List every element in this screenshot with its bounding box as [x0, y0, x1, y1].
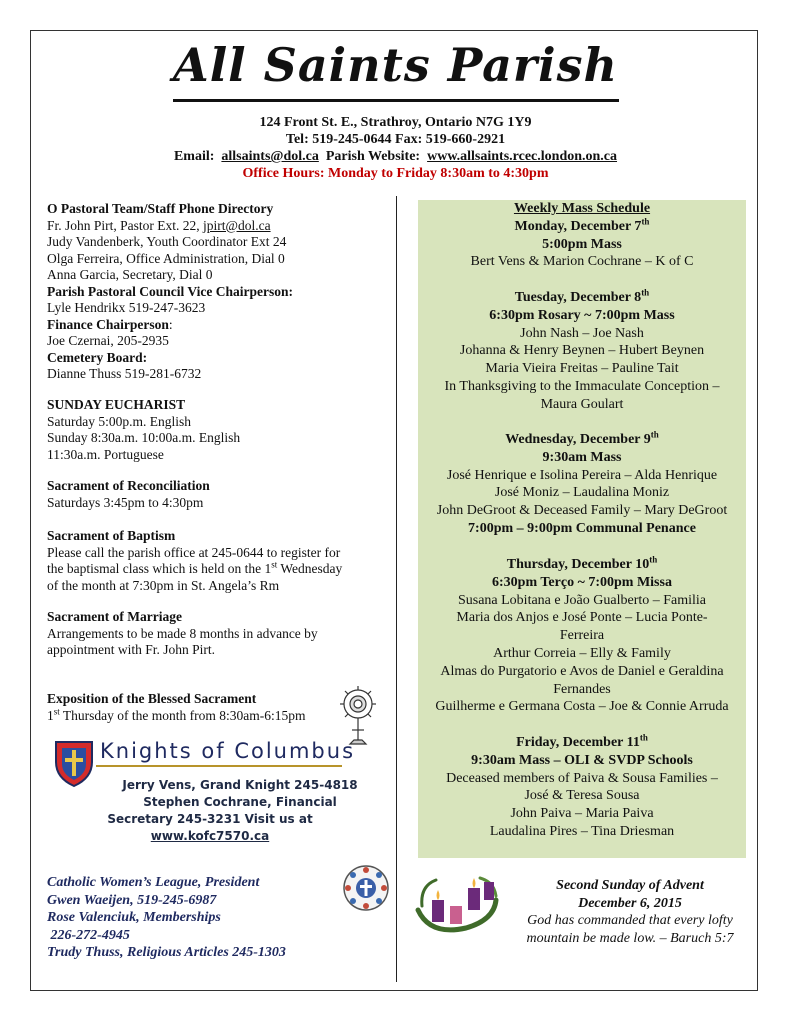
office-hours: Office Hours: Monday to Friday 8:30am to 4:30pm [242, 166, 549, 181]
baptism-text: the baptismal class which is held on the 1 [47, 561, 272, 576]
pastor-text: Fr. John Pirt, Pastor Ext. 22, [47, 217, 204, 233]
parish-title: All Saints Parish [173, 38, 618, 92]
cwl-line: Catholic Women’s League, President [47, 875, 260, 890]
staff-line: Judy Vandenberk, Youth Coordinator Ext 24 [47, 234, 287, 249]
day-heading-monday [418, 218, 746, 236]
kofc-line: Secretary 245-3231 Visit us at [107, 812, 313, 826]
reconciliation-text: Saturdays 3:45pm to 4:30pm [47, 494, 204, 510]
cemetery-heading: Cemetery Board: [47, 349, 148, 365]
mass-intention: John DeGroot & Deceased Family – Mary DeGroot [436, 503, 728, 519]
cwl-section [47, 874, 286, 962]
kofc-website-link[interactable]: www.kofc7570.ca [150, 829, 270, 843]
day-heading-wednesday [418, 431, 746, 449]
cwl-seal-icon [342, 864, 390, 912]
marriage-line: Arrangements to be made 8 months in advance by [47, 625, 318, 641]
mass-intention: Ferreira [559, 628, 605, 644]
day-label: Wednesday, December 9 [505, 432, 651, 447]
ordinal-suffix: th [639, 732, 648, 743]
parish-phone: Tel: 519-245-0644 Fax: 519-660-2921 [285, 132, 506, 147]
kofc-emblem-icon [52, 738, 96, 788]
baptism-heading: Sacrament of Baptism [47, 528, 176, 543]
mass-intention: Johanna & Henry Beynen – Hubert Beynen [459, 343, 705, 359]
kofc-contact [100, 777, 380, 811]
penance-service: 7:00pm – 9:00pm Communal Penance [468, 520, 696, 536]
advent-quote: God has commanded that every lofty [527, 913, 733, 929]
mass-intention: Guilherme e Germana Costa – Joe & Connie Arruda [435, 699, 729, 715]
title-underline [173, 99, 619, 102]
kofc-line: Stephen Cochrane, Financial [143, 795, 337, 809]
directory-heading: O Pastoral Team/Staff Phone Directory [47, 201, 274, 216]
mass-intention: José Henrique e Isolina Pereira – Alda Henrique [446, 467, 718, 483]
mass-intention: José Moniz – Laudalina Moniz [494, 485, 670, 501]
mass-intention: Maura Goulart [540, 396, 624, 412]
advent-quote: mountain be made low. – Baruch 5:7 [526, 930, 734, 946]
day-heading-friday [418, 734, 746, 752]
exposition-line [47, 708, 377, 725]
advent-title: Second Sunday of Advent [556, 878, 704, 893]
cwl-line: Rose Valenciuk, Memberships [47, 910, 221, 926]
email-label: Email: [173, 149, 215, 164]
mass-intention: Deceased members of Paiva & Sousa Families – [446, 770, 718, 786]
sunday-eucharist [47, 397, 377, 463]
marriage-heading: Sacrament of Marriage [47, 609, 182, 624]
eucharist-line: Sunday 8:30a.m. 10:00a.m. English [47, 430, 241, 445]
staff-line: Olga Ferreira, Office Administration, Dial 0 [47, 250, 285, 266]
schedule-heading: Weekly Mass Schedule [513, 201, 651, 216]
contact-line [0, 149, 791, 165]
baptism-section [47, 528, 377, 594]
parish-address: 124 Front St. E., Strathroy, Ontario N7G 1Y9 [259, 115, 532, 130]
kofc-banner-rule [96, 765, 342, 767]
ordinal-suffix: st [271, 559, 278, 570]
council-heading: Parish Pastoral Council Vice Chairperson: [47, 283, 293, 299]
reconciliation-heading: Sacrament of Reconciliation [47, 478, 210, 493]
mass-intention: Susana Lobitana e João Gualberto – Familia [457, 592, 707, 608]
day-heading-thursday [418, 556, 746, 574]
mass-time: 9:30am Mass – OLI & SVDP Schools [471, 752, 693, 768]
mass-intention: Arthur Correia – Elly & Family [493, 645, 671, 661]
website-link[interactable]: www.allsaints.rcec.london.on.ca [427, 149, 618, 164]
mass-intention: José & Teresa Sousa [524, 788, 640, 804]
pastor-line [47, 218, 377, 235]
ordinal-suffix: th [649, 554, 658, 565]
eucharist-heading: SUNDAY EUCHARIST [47, 397, 186, 412]
mass-intention: John Nash – Joe Nash [520, 325, 644, 341]
kofc-contact-2 [90, 811, 330, 845]
mass-intention: John Paiva – Maria Paiva [510, 806, 654, 822]
baptism-line: Please call the parish office at 245-0644 to register for [47, 544, 341, 560]
exposition-text: Thursday of the month from 8:30am-6:15pm [59, 707, 306, 723]
ordinal-suffix: th [641, 216, 650, 227]
mass-time: 6:30pm Rosary ~ 7:00pm Mass [489, 307, 675, 323]
finance-heading: Finance Chairperson [47, 316, 169, 332]
mass-intention: Maria Vieira Freitas – Pauline Tait [485, 361, 679, 377]
cwl-line: Gwen Waeijen, 519-245-6987 [47, 892, 217, 908]
website-label: Parish Website: [325, 149, 421, 164]
advent-section [505, 877, 755, 947]
marriage-line: appointment with Fr. John Pirt. [47, 642, 216, 657]
baptism-line: of the month at 7:30pm in St. Angela’s Rm [47, 577, 280, 593]
email-link[interactable]: allsaints@dol.ca [221, 149, 319, 164]
mass-time: 9:30am Mass [542, 449, 622, 465]
finance-colon: : [168, 316, 173, 332]
exposition-section [47, 691, 377, 724]
day-heading-tuesday [418, 289, 746, 307]
mass-time: 5:00pm Mass [542, 236, 622, 252]
mass-intention: Almas do Purgatorio e Avos de Daniel e Geraldina [440, 663, 724, 679]
mass-intention: Fernandes [553, 681, 611, 697]
exposition-heading: Exposition of the Blessed Sacrament [47, 691, 257, 706]
day-label: Thursday, December 10 [506, 557, 650, 572]
eucharist-line: Saturday 5:00p.m. English [47, 413, 191, 429]
mass-schedule-panel [418, 200, 746, 858]
pastor-email-link[interactable]: jpirt@dol.ca [203, 217, 271, 233]
cwl-line: 226-272-4945 [47, 927, 130, 943]
day-label: Friday, December 11 [516, 735, 640, 750]
finance-contact: Joe Czernai, 205-2935 [47, 333, 169, 348]
reconciliation-section [47, 478, 377, 511]
column-divider [396, 196, 397, 982]
staff-directory [47, 201, 377, 383]
advent-wreath-icon [410, 866, 502, 940]
kofc-banner: Knights of Columbus [100, 739, 356, 763]
baptism-line [47, 561, 377, 578]
mass-intention: Bert Vens & Marion Cochrane – K of C [470, 254, 694, 270]
baptism-text: Wednesday [277, 561, 343, 576]
cemetery-contact: Dianne Thuss 519-281-6732 [47, 366, 202, 381]
exposition-text: 1 [47, 707, 54, 723]
marriage-section [47, 609, 377, 659]
day-label: Monday, December 7 [514, 218, 642, 234]
ordinal-suffix: st [53, 706, 60, 716]
mass-intention: In Thanksgiving to the Immaculate Conception – [444, 378, 720, 394]
kofc-line: Jerry Vens, Grand Knight 245-4818 [122, 778, 358, 792]
ordinal-suffix: th [641, 287, 650, 298]
mass-intention: Laudalina Pires – Tina Driesman [489, 823, 675, 839]
council-contact: Lyle Hendrikx 519-247-3623 [47, 300, 206, 315]
staff-line: Anna Garcia, Secretary, Dial 0 [47, 267, 213, 282]
day-label: Tuesday, December 8 [514, 290, 642, 305]
cwl-line: Trudy Thuss, Religious Articles 245-1303 [47, 945, 286, 961]
advent-date: December 6, 2015 [578, 895, 682, 911]
eucharist-line: 11:30a.m. Portuguese [47, 446, 164, 462]
mass-time: 6:30pm Terço ~ 7:00pm Missa [492, 574, 672, 590]
ordinal-suffix: th [650, 429, 659, 440]
mass-intention: Maria dos Anjos e José Ponte – Lucia Ponte- [456, 610, 708, 626]
